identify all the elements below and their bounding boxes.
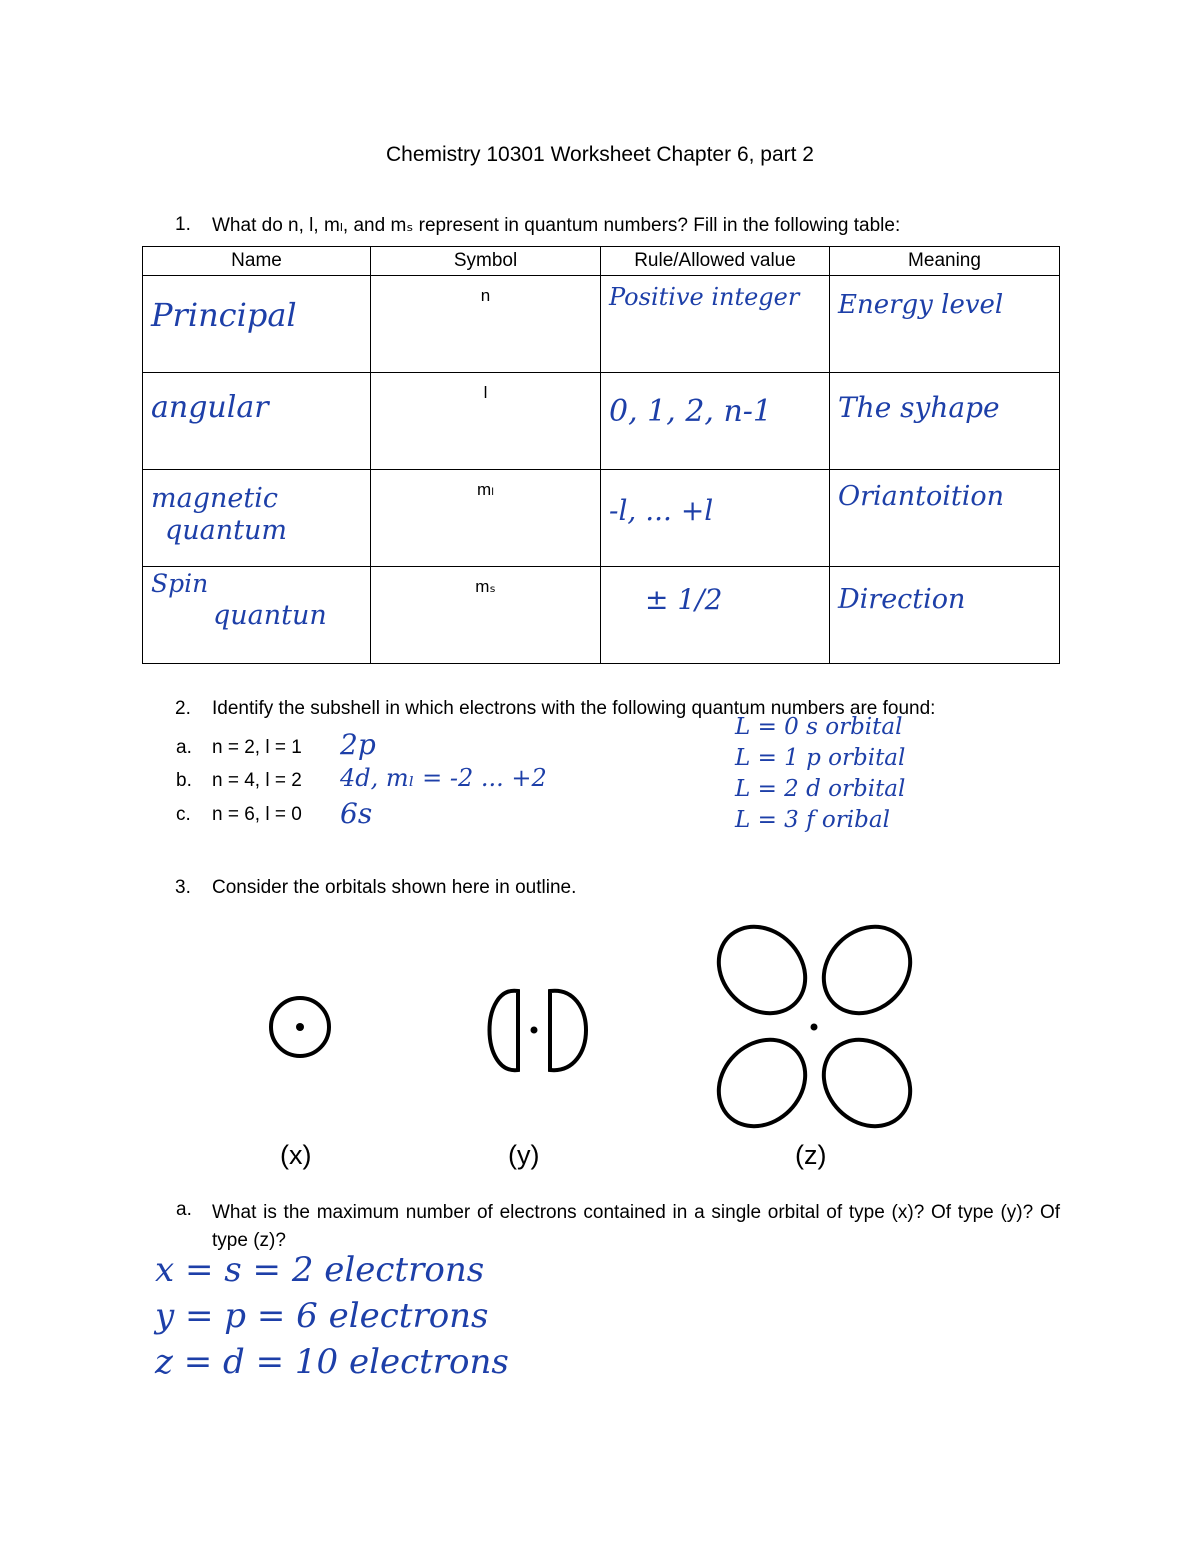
q2-number: 2. [175,698,191,719]
orbitals-figure [250,915,960,1185]
table-header-row [143,247,1060,276]
row-rule: 0, 1, 2, n-1 [609,394,773,429]
header-name: Name [143,247,371,276]
row-name-cell [143,276,371,373]
row-symbol: n [371,276,601,373]
answer-y: y = p = 6 electrons [155,1296,489,1336]
q2-item-text: n = 6, l = 0 [212,804,302,825]
header-meaning: Meaning [830,247,1060,276]
table-row [143,567,1060,664]
s-orbital-diagram [271,998,329,1056]
row-meaning-cell [830,373,1060,470]
row-meaning: Oriantoition [838,481,1005,512]
orbital-note: L = 0 s orbital [735,714,903,740]
row-name-cell [143,567,371,664]
q3-text: Consider the orbitals shown here in outline. [212,877,577,898]
row-meaning-cell [830,567,1060,664]
row-rule-cell [601,373,830,470]
row-name-line2: quantun [213,600,327,631]
d-orbital-diagram [701,915,928,1144]
orbital-label-y: (y) [508,1140,540,1170]
row-symbol: l [371,373,601,470]
row-rule: -l, ... +l [609,494,714,527]
orbital-label-x: (x) [280,1140,312,1170]
row-meaning: Direction [838,584,966,615]
header-rule: Rule/Allowed value [601,247,830,276]
row-name-cell [143,373,371,470]
header-symbol: Symbol [371,247,601,276]
row-rule-cell [601,470,830,567]
table-row [143,276,1060,373]
q3-sub-letter: a. [176,1199,192,1220]
row-rule: ± 1/2 [645,583,723,616]
answer-z: z = d = 10 electrons [155,1342,509,1382]
orbital-note: L = 2 d orbital [735,776,906,802]
q2-item-text: n = 2, l = 1 [212,737,302,758]
row-name-cell [143,470,371,567]
row-name: angular [151,390,269,425]
answer-x: x = s = 2 electrons [155,1250,485,1290]
q2-item-letter: b. [176,770,192,791]
q2-text: Identify the subshell in which electrons with the following quantum numbers are found: [212,698,936,719]
orbital-notes [735,712,905,836]
q2-item-answer: 4d, mₗ = -2 ... +2 [340,764,547,792]
q2-item-answer: 2p [340,728,376,761]
table-row [143,373,1060,470]
q2-item-letter: a. [176,737,192,758]
q2-item-text: n = 4, l = 2 [212,770,302,791]
q3-sub-text: What is the maximum number of electrons contained in a single orbital of type (x)? Of type (y)? Of type (z)? [212,1202,1060,1251]
row-meaning-cell [830,276,1060,373]
q1-text: What do n, l, mₗ, and mₛ represent in quantum numbers? Fill in the following table: [212,215,901,236]
row-meaning-cell [830,470,1060,567]
page-title: Chemistry 10301 Worksheet Chapter 6, part 2 [386,143,814,166]
row-name-line1: magnetic [151,483,278,514]
table-row [143,470,1060,567]
row-symbol: mₛ [371,567,601,664]
orbital-note: L = 1 p orbital [735,745,906,771]
orbital-label-z: (z) [795,1140,827,1170]
row-rule-cell [601,567,830,664]
row-name: Principal [151,296,297,334]
row-rule-cell [601,276,830,373]
row-rule: Positive integer [609,283,800,311]
row-symbol: mₗ [371,470,601,567]
row-name-line2: quantum [165,515,288,546]
row-name-line1: Spin [151,569,209,598]
p-orbital-diagram [490,991,587,1070]
q2-item-letter: c. [176,804,191,825]
q2-item-answer: 6s [340,797,373,830]
row-meaning: The syhape [838,391,1000,424]
quantum-numbers-table [142,246,1060,664]
q1-number: 1. [175,214,191,235]
q3-number: 3. [175,877,191,898]
row-meaning: Energy level [838,290,1004,320]
orbital-note: L = 3 f oribal [735,807,890,833]
